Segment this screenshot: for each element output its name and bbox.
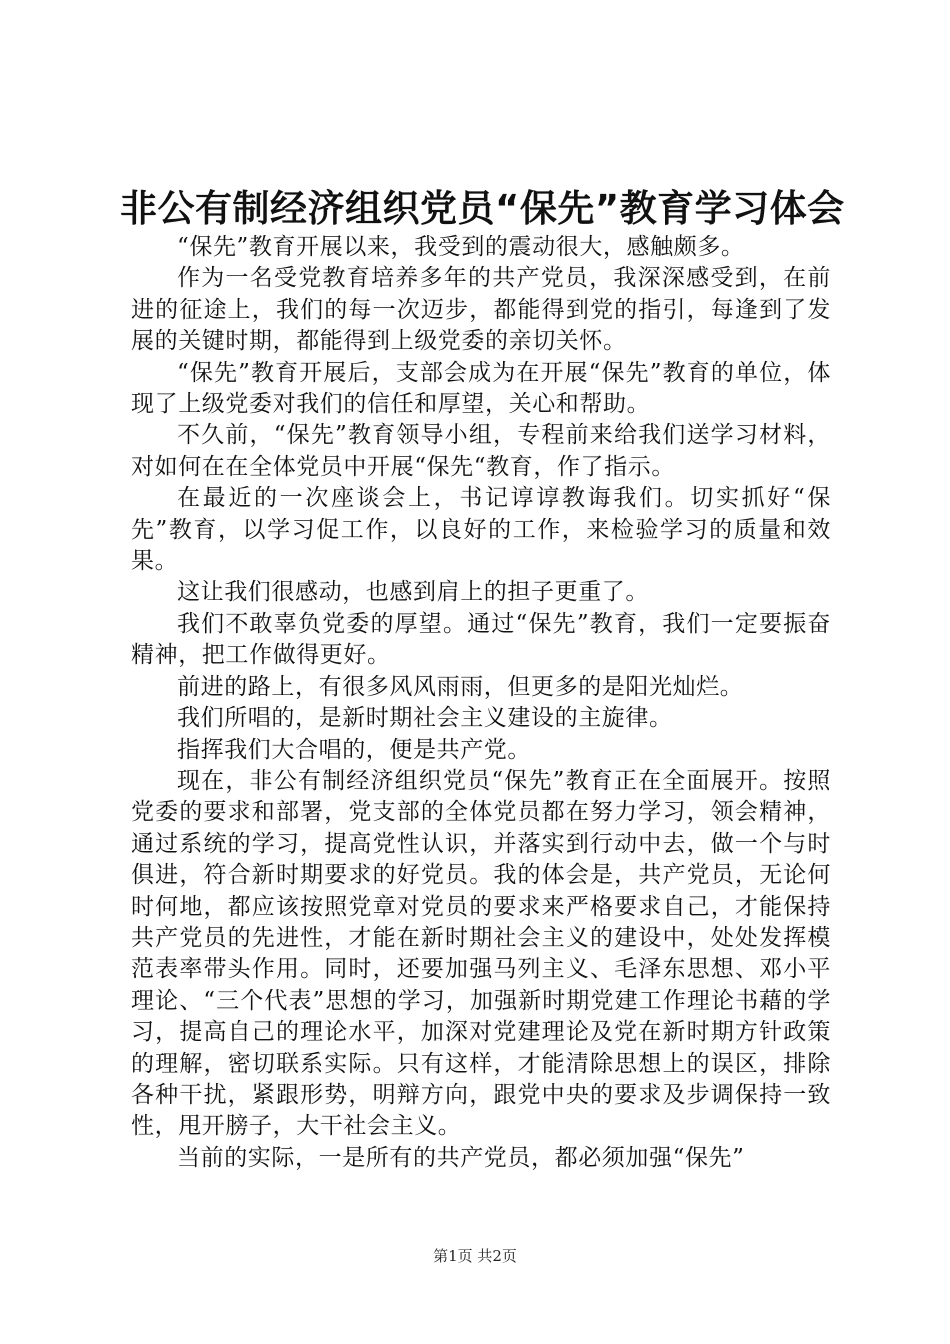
paragraph: 前进的路上，有很多风风雨雨，但更多的是阳光灿烂。 <box>177 673 744 700</box>
paragraph: 作为一名受党教育培养多年的共产党员，我深深感受到，在前进的征途上，我们的每一次迈步，都能得到党的指引，每逢到了发展的关键时期，都能得到上级党委的亲切关怀。 <box>131 265 831 355</box>
paragraph: 当前的实际，一是所有的共产党员，都必须加强“保先” <box>177 1144 745 1171</box>
paragraph: 在最近的一次座谈会上，书记谆谆教诲我们。切实抓好“保先”教育，以学习促工作，以良好的工作，来检验学习的质量和效果。 <box>131 485 831 575</box>
paragraph: 现在，非公有制经济组织党员“保先”教育正在全面展开。按照党委的要求和部署，党支部的全体党员都在努力学习，领会精神，通过系统的学习，提高党性认识，并落实到行动中去，做一个与时俱进，符合新时期要求的好党员。我的体会是，共产党员，无论何时何地，都应该按照党章对党员的要求来严格要求自己，才能保持共产党员的先进性，才能在新时期社会主义的建设中，处处发挥模范表率带头作用。同时，还要加强马列主义、毛泽东思想、邓小平理论、“三个代表”思想的学习，加强新时期党建工作理论书藉的学习，提高自己的理论水平，加深对党建理论及党在新时期方针政策的理解，密切联系实际。只有这样，才能清除思想上的误区，排除各种干扰，紧跟形势，明辩方向，跟党中央的要求及步调保持一致性，甩开膀子，大干社会主义。 <box>131 767 831 1140</box>
page-number: 第1页 共2页 <box>433 1247 517 1265</box>
paragraph: 指挥我们大合唱的，便是共产党。 <box>177 736 531 763</box>
paragraph: 我们不敢辜负党委的厚望。通过“保先”教育，我们一定要振奋精神，把工作做得更好。 <box>131 610 831 669</box>
paragraph: 我们所唱的，是新时期社会主义建设的主旋律。 <box>177 705 673 732</box>
paragraph: “保先”教育开展后，支部会成为在开展“保先”教育的单位，体现了上级党委对我们的信任和厚望，关心和帮助。 <box>131 359 831 418</box>
document-body <box>131 232 831 1174</box>
paragraph: 不久前，“保先”教育领导小组，专程前来给我们送学习材料，对如何在在全体党员中开展“保先“教育，作了指示。 <box>131 422 831 480</box>
paragraph: “保先”教育开展以来，我受到的震动很大，感触颇多。 <box>177 234 745 260</box>
paragraph: 这让我们很感动，也感到肩上的担子更重了。 <box>177 579 649 606</box>
document-title: 非公有制经济组织党员“保先”教育学习体会 <box>120 187 845 230</box>
